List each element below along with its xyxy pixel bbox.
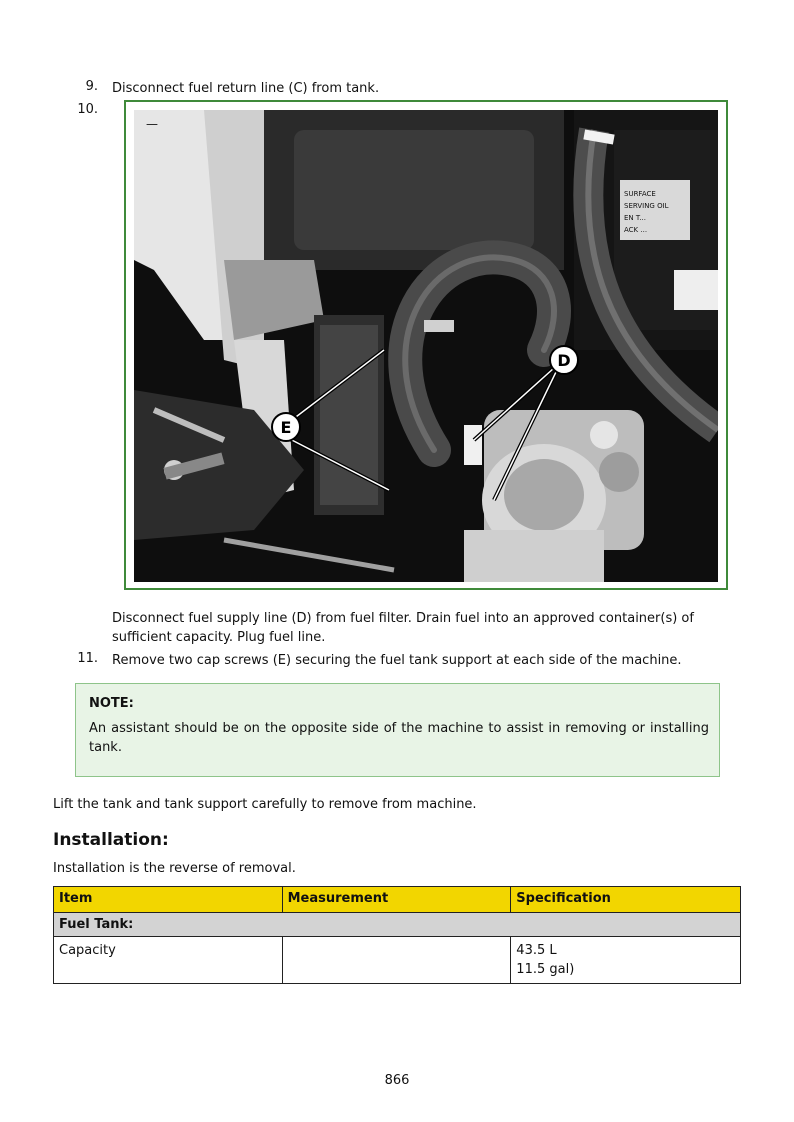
step-11-number: 11. bbox=[77, 651, 98, 666]
fuel-filter-photo bbox=[124, 100, 728, 590]
installation-heading-text: Installation: bbox=[53, 830, 169, 850]
installation-heading bbox=[53, 830, 169, 850]
callout-e: E bbox=[280, 418, 292, 437]
step-10-text-line2: sufficient capacity. Plug fuel line. bbox=[112, 630, 326, 645]
table-row bbox=[54, 937, 741, 984]
col-header-measurement: Measurement bbox=[282, 887, 511, 913]
lift-tank-text: Lift the tank and tank support carefully to remove from machine. bbox=[53, 797, 477, 812]
decal-line-4: ACK ... bbox=[624, 226, 648, 234]
page-number: 866 bbox=[384, 1073, 410, 1088]
photo-corner-mark: — bbox=[146, 117, 158, 131]
spec-table-header-row bbox=[54, 887, 741, 913]
step-10-number: 10. bbox=[77, 102, 98, 117]
step-9-text: Disconnect fuel return line (C) from tank. bbox=[112, 81, 380, 96]
note-title: NOTE: bbox=[89, 696, 134, 711]
spec-value-metric: 43.5 L bbox=[516, 943, 557, 958]
cell-measurement bbox=[282, 937, 511, 984]
fuel-system-illustration bbox=[134, 110, 718, 582]
cell-item: Capacity bbox=[54, 937, 283, 984]
note-body: An assistant should be on the opposite side of the machine to assist in removing or installing tank. bbox=[89, 721, 709, 755]
col-header-item: Item bbox=[54, 887, 283, 913]
spec-group-row bbox=[54, 913, 741, 937]
callout-d: D bbox=[557, 351, 571, 370]
step-10-text-line1: Disconnect fuel supply line (D) from fuel filter. Drain fuel into an approved container(s) of bbox=[112, 611, 694, 626]
step-9-number: 9. bbox=[85, 79, 98, 94]
group-fuel-tank: Fuel Tank: bbox=[54, 913, 741, 937]
cell-specification bbox=[511, 937, 741, 984]
decal-line-2: SERVING OIL bbox=[624, 202, 669, 210]
step-11-text: Remove two cap screws (E) securing the fuel tank support at each side of the machine. bbox=[112, 653, 682, 668]
spec-value-imperial: 11.5 gal) bbox=[516, 962, 575, 977]
spec-table bbox=[53, 886, 741, 984]
decal-line-3: EN T... bbox=[624, 214, 647, 222]
decal-line-1: SURFACE bbox=[624, 190, 656, 198]
note-box bbox=[75, 683, 720, 777]
installation-text: Installation is the reverse of removal. bbox=[53, 861, 296, 876]
col-header-specification: Specification bbox=[511, 887, 741, 913]
